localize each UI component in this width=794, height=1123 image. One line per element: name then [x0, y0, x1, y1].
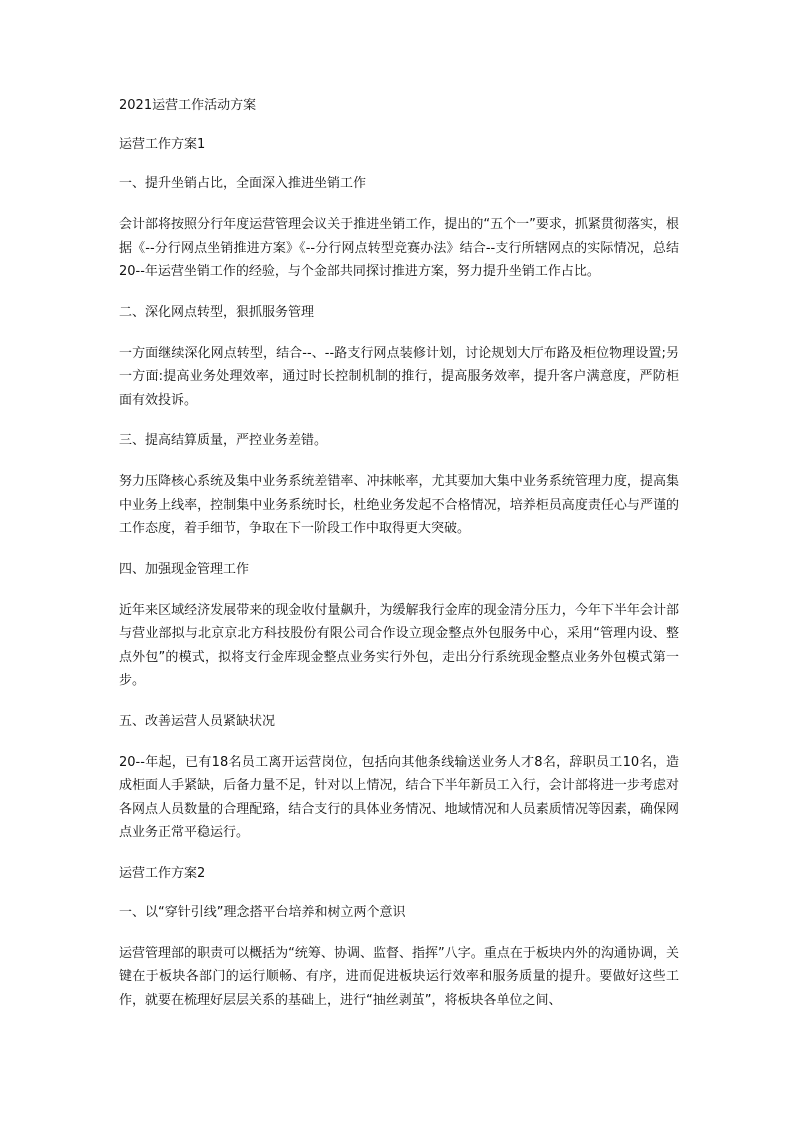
plan1-paragraph-1: 会计部将按照分行年度运营管理会议关于推进坐销工作，提出的“五个一”要求，抓紧贯彻落实，根据《--分行网点坐销推进方案》《--分行网点转型竞赛办法》结合--支行所辖网点的实际情况，总结20--年运营坐销工作的经验，与个金部共同探讨推进方案，努力提升坐销工作占比。: [119, 217, 679, 279]
plan1-title: 运营工作方案1: [119, 137, 206, 152]
document-page: [119, 96, 679, 1031]
plan2-heading-1: 一、以“穿针引线”理念搭平台培养和树立两个意识: [119, 904, 406, 920]
plan1-paragraph-3: 努力压降核心系统及集中业务系统差错率、冲抹帐率，尤其要加大集中业务系统管理力度，提高集中业务上线率，控制集中业务系统时长，杜绝业务发起不合格情况，培养柜员高度责任心与严谨的工作态度，着手细节，争取在下一阶段工作中取得更大突破。: [119, 474, 679, 536]
plan1-paragraph-4: 近年来区域经济发展带来的现金收付量飙升，为缓解我行金库的现金清分压力，今年下半年会计部与营业部拟与北京京北方科技股份有限公司合作设立现金整点外包服务中心，采用“管理内设、整点外包”的模式，拟将支行金库现金整点业务实行外包，走出分行系统现金整点业务外包模式第一步。: [119, 602, 679, 688]
plan1-paragraph-5: 20--年起，已有18名员工离开运营岗位，包括向其他条线输送业务人才8名，辞职员工10名，造成柜面人手紧缺，后备力量不足，针对以上情况，结合下半年新员工入行，会计部将进一步考虑对各网点人员数量的合理配臵，结合支行的具体业务情况、地域情况和人员素质情况等因素，确保网点业务正常平稳运行。: [119, 754, 679, 840]
plan1-heading-3: 三、提高结算质量，严控业务差错。: [119, 433, 328, 448]
plan1-heading-4: 四、加强现金管理工作: [119, 561, 250, 577]
plan2-paragraph-1: 运营管理部的职责可以概括为“统筹、协调、监督、指挥”八字。重点在于板块内外的沟通协调，关键在于板块各部门的运行顺畅、有序，进而促进板块运行效率和服务质量的提升。要做好这些工作，就要在梳理好层层关系的基础上，进行“抽丝剥茧”，将板块各单位之间、: [119, 945, 679, 1008]
document-title: 2021运营工作活动方案: [119, 98, 257, 113]
plan2-title: 运营工作方案2: [119, 865, 206, 881]
plan1-heading-2: 二、深化网点转型，狠抓服务管理: [119, 304, 315, 320]
plan1-heading-1: 一、提升坐销占比，全面深入推进坐销工作: [119, 176, 367, 191]
plan1-paragraph-2: 一方面继续深化网点转型，结合--、--路支行网点装修计划，讨论规划大厅布路及柜位物理设置;另一方面:提高业务处理效率，通过时长控制机制的推行，提高服务效率，提升客户满意度，严防柜面有效投诉。: [119, 345, 679, 408]
plan1-heading-5: 五、改善运营人员紧缺状况: [119, 713, 276, 729]
